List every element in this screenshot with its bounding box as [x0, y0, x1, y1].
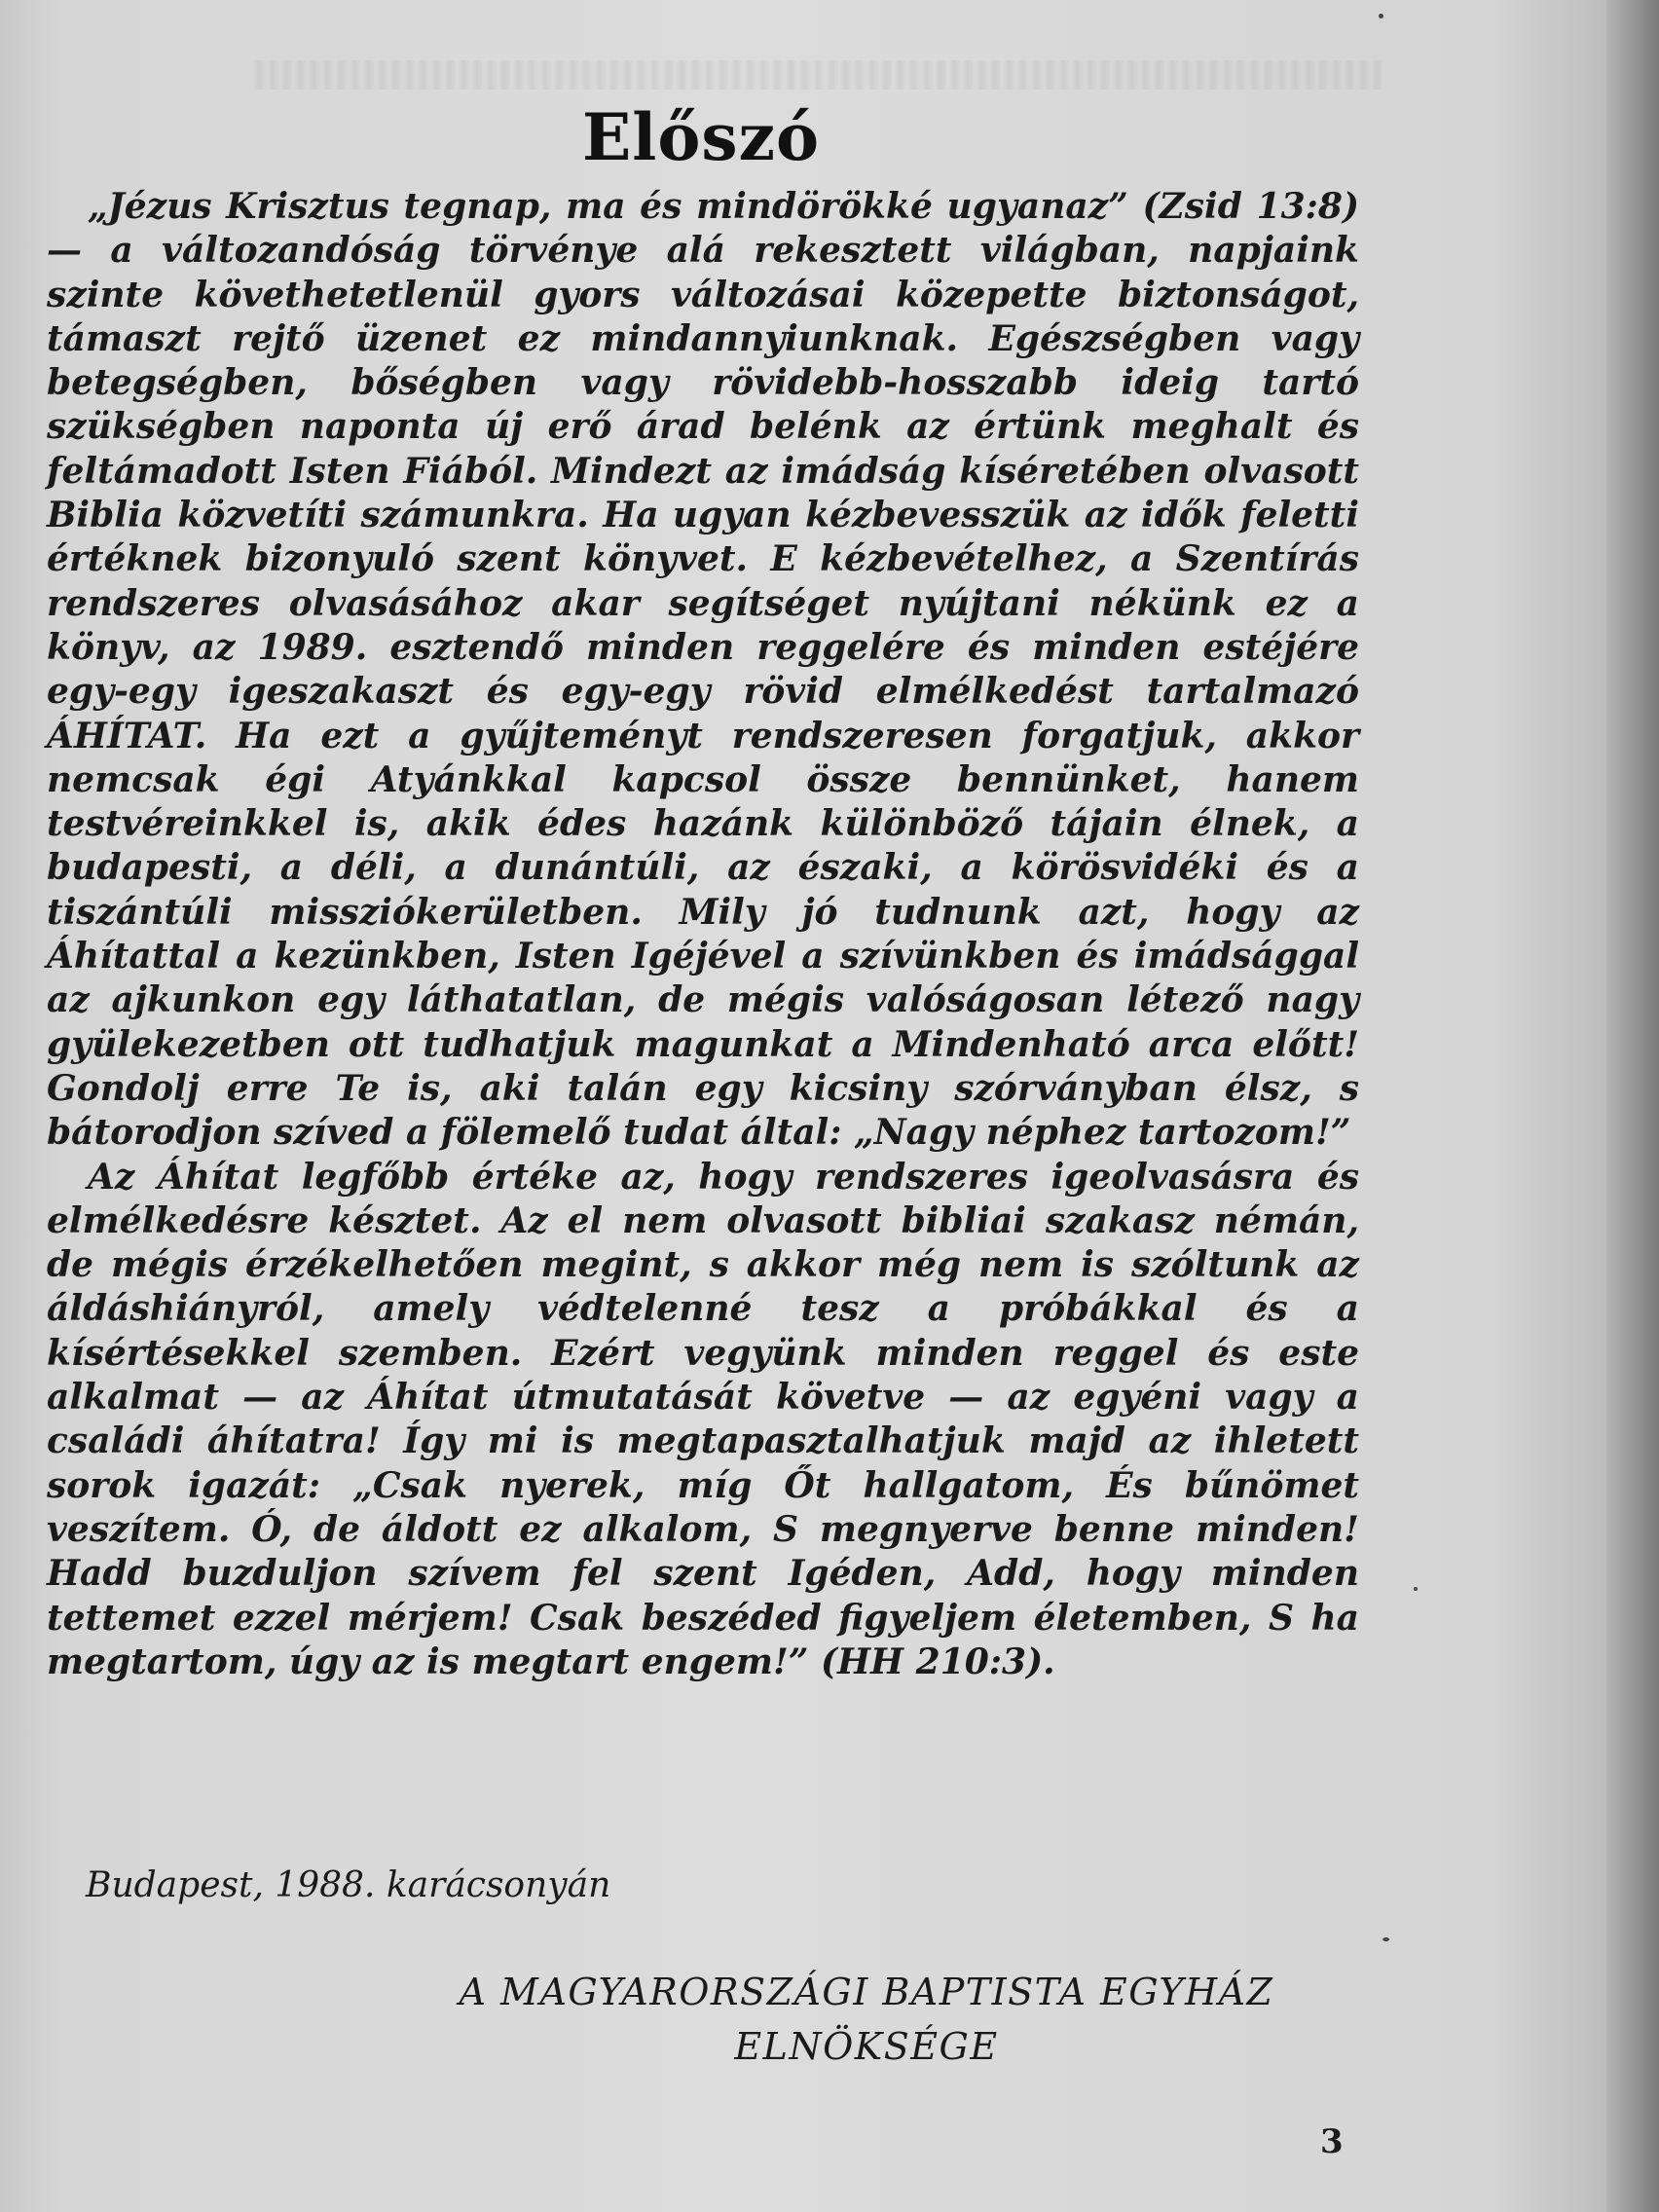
page-title: Előszó — [581, 99, 821, 176]
paragraph-2: Az Áhítat legfőbb értéke az, hogy rendszeres igeolvasásra és elmélkedésre késztet. Az el nem olvasott bibliai szakasz némán, de mégis érzékelhetően megint, s akkor még nem is szóltunk az áldáshiányról, amely védtelenné tesz a próbákkal és a kísértésekkel szemben. Ezért vegyünk minden reggel és este alkalmat — az Áhítat útmutatását követve — az egyéni vagy a családi áhítatra! Így mi is megtapasztalhatjuk majd az ihletett sorok igazát: „Csak nyerek, míg Őt hallgatom, És bűnömet veszítem. Ó, de áldott ez alkalom, S megnyerve benne minden! Hadd buzduljon szívem fel szent Igéden, Add, hogy minden tettemet ezzel mérjem! Csak beszéded figyeljem életemben, S ha megtartom, úgy az is megtart engem!” (HH 210:3). — [47, 1156, 1359, 1682]
page-number: 3 — [1320, 2122, 1344, 2161]
dust-speck — [1382, 1937, 1389, 1941]
page-edge-shadow — [1606, 0, 1659, 2212]
signature-line-1: A MAGYARORSZÁGI BAPTISTA EGYHÁZ — [459, 1971, 1274, 2013]
signature-line-2: ELNÖKSÉGE — [734, 2025, 999, 2068]
signature-block — [350, 1965, 1382, 2074]
dust-speck — [1414, 1587, 1418, 1591]
bleed-through-shadow — [253, 60, 1382, 90]
dust-speck — [1379, 14, 1383, 18]
place-and-date: Budapest, 1988. karácsonyán — [86, 1865, 611, 1905]
foreword-body — [47, 185, 1359, 1684]
paragraph-1: „Jézus Krisztus tegnap, ma és mindörökké ugyanaz” (Zsid 13:8) — a változandóság törvénye alá rekesztett világban, napjaink szinte követhetetlenül gyors változásai közepette biztonságot, támaszt rejtő üzenet ez mindannyiunknak. Egészségben vagy betegségben, bőségben vagy rövidebb-hosszabb ideig tartó szükségben naponta új erő árad belénk az értünk meghalt és feltámadott Isten Fiából. Mindezt az imádság kíséretében olvasott Biblia közvetíti számunkra. Ha ugyan kézbevesszük az idők feletti értéknek bizonyuló szent könyvet. E kézbevételhez, a Szentírás rendszeres olvasásához akar segítséget nyújtani nékünk ez a könyv, az 1989. esztendő minden reggelére és minden estéjére egy-egy igeszakaszt és egy-egy rövid elmélkedést tartalmazó ÁHÍTAT. Ha ezt a gyűjteményt rendszeresen forgatjuk, akkor nemcsak égi Atyánkkal kapcsol össze bennünket, hanem testvéreinkkel is, akik édes hazánk különböző tájain élnek, a budapesti, a déli, a dunántúli, az északi, a körösvidéki és a tiszántúli missziókerületben. Mily jó tudnunk azt, hogy az Áhítattal a kezünkben, Isten Igéjével a szívünkben és imádsággal az ajkunkon egy láthatatlan, de mégis valóságosan létező nagy gyülekezetben ott tudhatjuk magunkat a Mindenható arca előtt! Gondolj erre Te is, aki talán egy kicsiny szórványban élsz, s bátorodjon szíved a fölemelő tudat által: „Nagy néphez tartozom!” — [47, 186, 1359, 1154]
